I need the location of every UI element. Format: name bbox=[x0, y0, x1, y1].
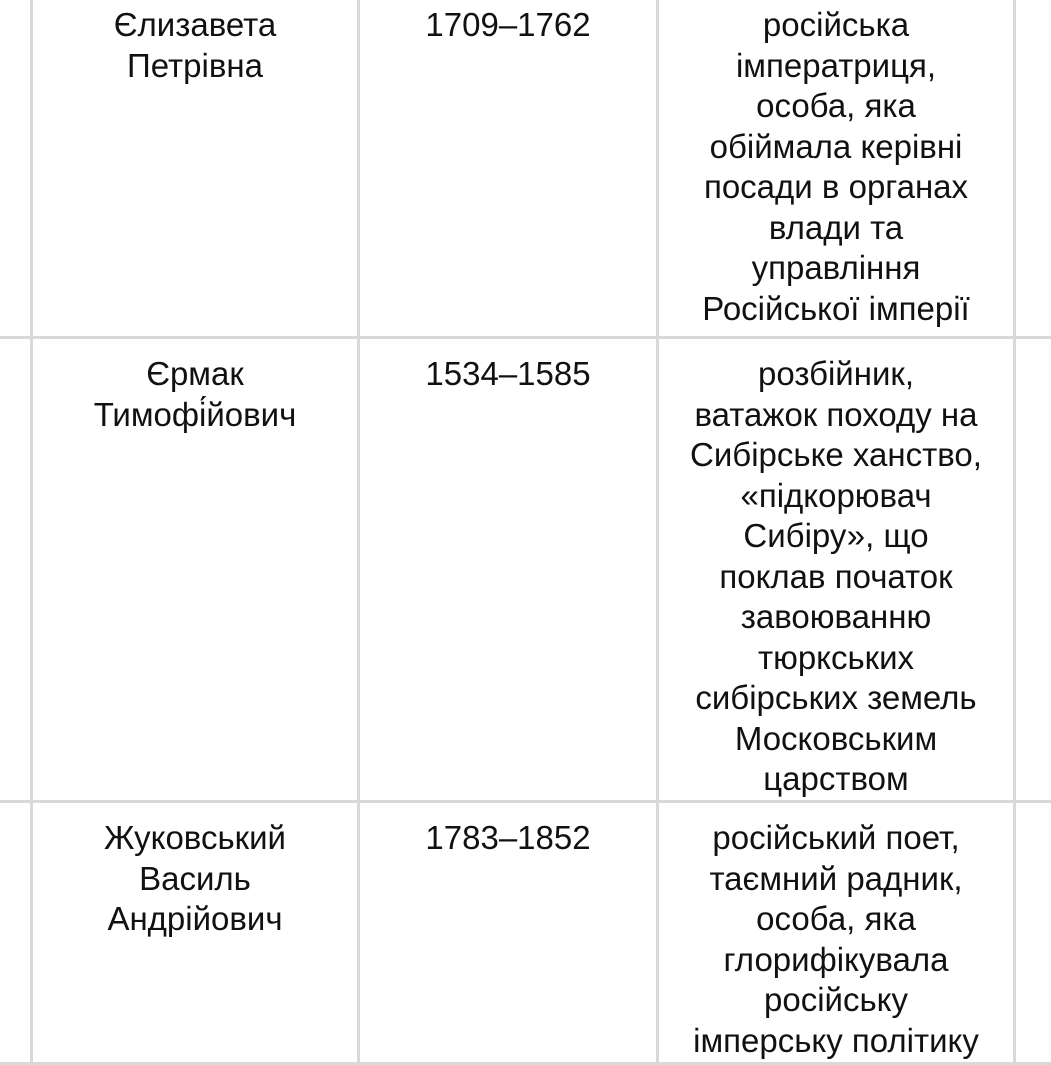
description-line: російську bbox=[764, 981, 908, 1018]
name-cell bbox=[30, 0, 360, 336]
description-line: сибірських земель bbox=[695, 679, 977, 716]
name-cell bbox=[30, 803, 360, 1062]
table-row bbox=[0, 0, 1051, 339]
description-line: імперську політику bbox=[693, 1021, 979, 1059]
description-line: Сибіру», що bbox=[743, 517, 929, 554]
description-line: посади в органах bbox=[703, 168, 969, 205]
description-line: управління bbox=[751, 249, 921, 286]
description-line: поклав початок bbox=[719, 557, 953, 595]
table-row bbox=[0, 803, 1051, 1065]
years-text: 1709–1762 bbox=[425, 6, 591, 43]
name-line: Петрівна bbox=[127, 46, 263, 84]
name-line: Андрійович bbox=[107, 900, 283, 937]
description-cell bbox=[659, 339, 1016, 800]
table-row bbox=[0, 339, 1051, 803]
description-line: розбійник, bbox=[757, 355, 915, 392]
description-line: глорифікувала bbox=[723, 940, 949, 978]
description-line: таємний радник, bbox=[709, 859, 963, 897]
description-line: російський поет, bbox=[712, 819, 960, 856]
description-line: влади та bbox=[768, 208, 904, 246]
years-text: 1783–1852 bbox=[425, 819, 591, 856]
name-line: Жуковський bbox=[104, 819, 286, 856]
description-line: Російської імперії bbox=[702, 289, 970, 327]
description-line: обіймала керівні bbox=[709, 127, 963, 165]
description-line: завоюванню bbox=[740, 598, 932, 635]
name-line: Єлизавета bbox=[113, 6, 277, 43]
description-line: російська bbox=[762, 6, 910, 43]
name-line: Василь bbox=[139, 859, 251, 897]
description-line: Сибірське ханство, bbox=[690, 436, 982, 473]
name-cell bbox=[30, 339, 360, 800]
name-line: Тимофі́йович bbox=[93, 395, 297, 433]
years-cell bbox=[360, 803, 659, 1062]
description-line: імператриця, bbox=[735, 46, 937, 84]
description-cell bbox=[659, 803, 1016, 1062]
description-line: ватажок походу на bbox=[694, 395, 978, 433]
years-cell bbox=[360, 0, 659, 336]
description-line: тюркських bbox=[757, 638, 915, 676]
description-line: «підкорювач bbox=[740, 476, 932, 514]
description-line: особа, яка bbox=[756, 87, 916, 124]
description-line: Московським bbox=[734, 719, 938, 757]
description-cell bbox=[659, 0, 1016, 336]
name-line: Єрмак bbox=[146, 355, 244, 392]
description-line: особа, яка bbox=[756, 900, 916, 937]
years-cell bbox=[360, 339, 659, 800]
description-line: царством bbox=[763, 760, 909, 797]
years-text: 1534–1585 bbox=[425, 355, 591, 392]
